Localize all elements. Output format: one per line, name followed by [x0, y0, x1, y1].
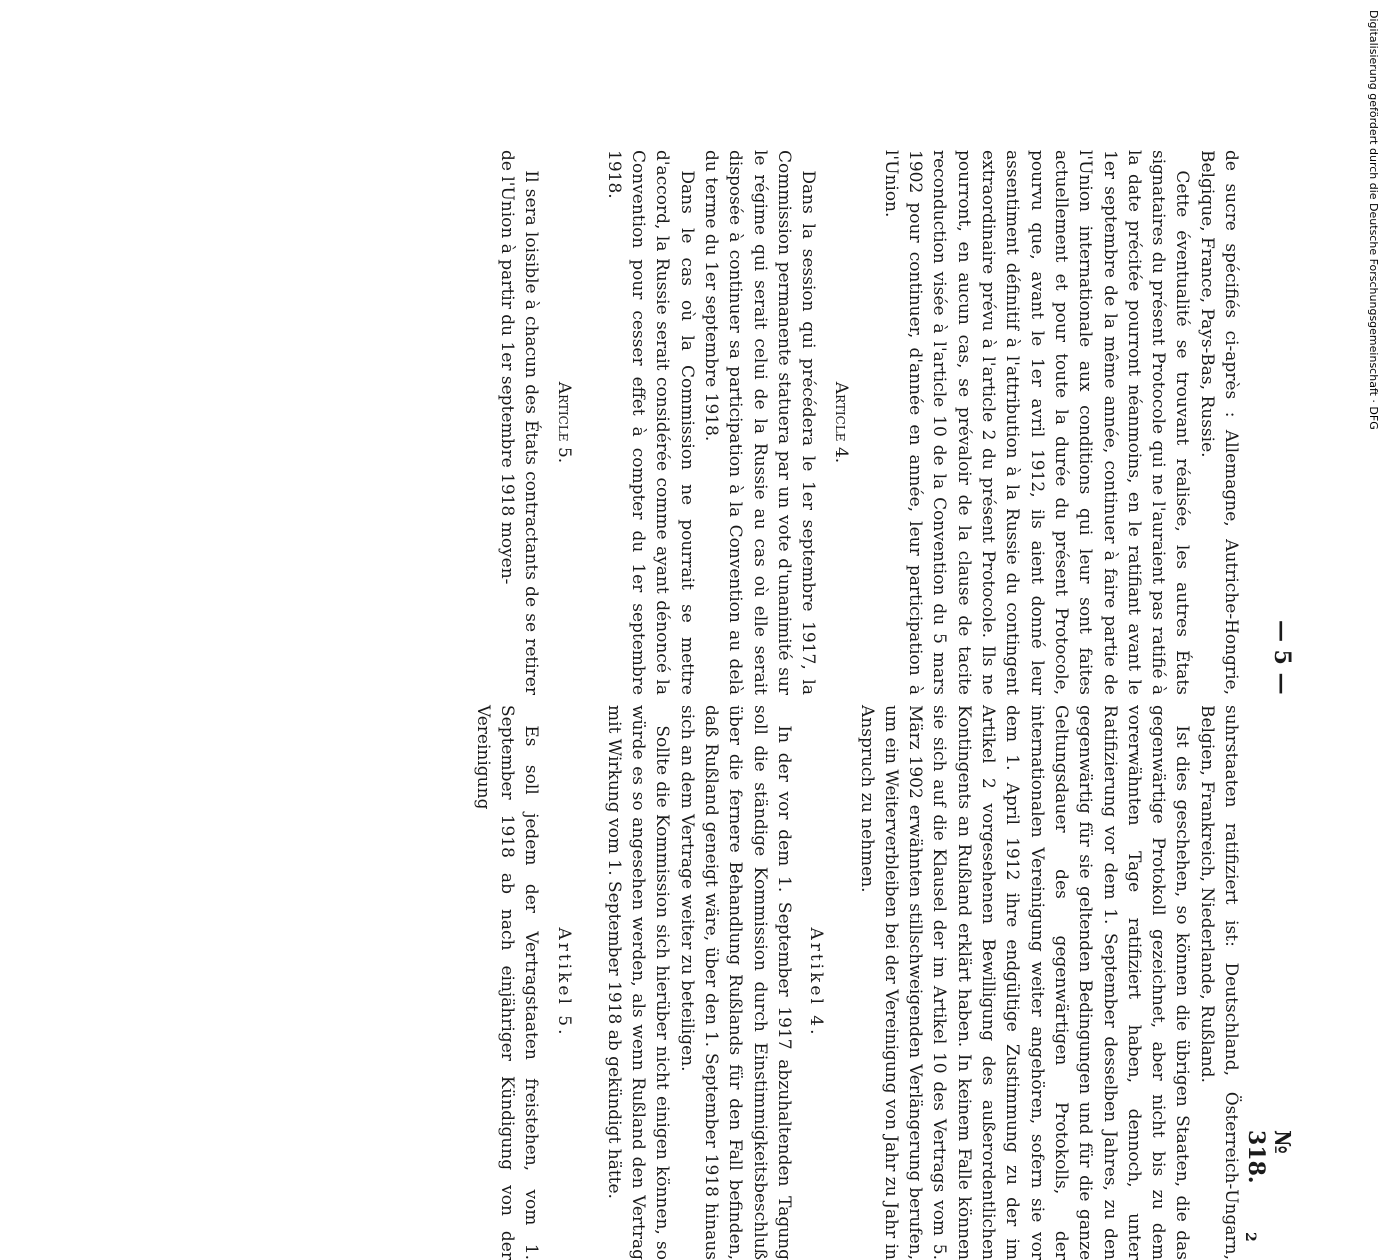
de-paragraph-2: Ist dies geschehen, so können die übrigen Staaten, die das gegenwärtige Protokoll gezeichnet, aber nicht bis zu dem vorerwähnten Tage ratifiziert haben, dennoch, unter Ratifizierung vor dem 1. September desselben Jahres, zu den gegenwärtig für sie geltenden Bedingungen und für die ganze Geltungsdauer des gegenwärtigen Protokolls, der internationalen Vereinigung weiter angehören, sofern sie vor dem 1. April 1912 ihre endgültige Zustimmung zu der im Artikel 2 vorgesehenen Bewilligung des außerordentlichen Kontingents an Rußland erklärt haben. In keinem Falle können sie sich auf die Klausel der im Artikel 10 des Vertrags vom 5. März 1902 erwähnten stillschweigenden Verlängerung berufen, um ein Weiterverbleiben bei der Vereinigung von Jahr zu Jahr in Anspruch zu nehmen. — [856, 705, 1193, 1260]
german-column — [470, 705, 1243, 1260]
de-article-4-paragraph-1: In der vor dem 1. September 1917 abzuhaltenden Tagung soll die ständige Kommission durch Einstimmigkeitsbeschluß über die fernere Behandlung Rußlands für den Fall befinden, daß Rußland geneigt wäre, über den 1. September 1918 hinaus sich an dem Vertrage weiter zu beteiligen. — [676, 705, 794, 1260]
signature-mark: 2 — [1242, 1232, 1258, 1242]
digitization-note-text: Digitalisierung gefördert durch die Deutsche Forschungsgemeinschaft · DFG — [1367, 10, 1380, 430]
fr-article-5-paragraph-1: Il sera loisible à chacun des États contractants de se retirer de l'Union à partir du 1er septembre 1918 moyen- — [496, 150, 542, 695]
fr-paragraph-2: Cette éventualité se trouvant réalisée, les autres États signataires du présent Protocole qui ne l'auraient pas ratifié à la date précitée pourront néanmoins, en le ratifiant avant le 1er septembre de la même année, continuer à faire partie de l'Union internationale aux conditions qui leur sont faites actuellement et pour toute la durée du présent Protocole, pourvu que, avant le 1er avril 1912, ils aient donné leur assentiment définitif à l'attribution à la Russie du contingent extraordinaire prévu à l'article 2 du présent Protocole. Ils ne pourront, en aucun cas, se prévaloir de la clause de tacite reconduction visée à l'article 10 de la Convention du 5 mars 1902 pour continuer, d'année en année, leur participation à l'Union. — [880, 150, 1193, 695]
de-article-4-title: Artikel 4. — [806, 927, 827, 1038]
de-article-4-paragraph-2: Sollte die Kommission sich hierüber nicht einigen können, so würde es so angesehen werden, als wenn Rußland den Vertrag mit Wirkung vom 1. September 1918 ab gekündigt hätte. — [603, 705, 673, 1260]
fr-article-5-title: Article 5. — [553, 381, 574, 464]
de-paragraph-1: suhrstaaten ratifiziert ist: Deutschland, Österreich-Ungarn, Belgien, Frankreich, Niederlande, Rußland. — [1196, 705, 1241, 1260]
digitization-note — [1366, 10, 1380, 770]
fr-article-4-paragraph-2: Dans le cas où la Commission ne pourrait se mettre d'accord, la Russie serait considérée comme ayant dénoncé la Convention pour cesser effet à compter du 1er septembre 1918. — [603, 150, 697, 695]
de-article-5-paragraph-1: Es soll jedem der Vertragstaaten freistehen, vom 1. September 1918 ab nach einjähriger Kündigung von der Vereinigung — [472, 705, 542, 1260]
page-number: — 5 — — [1269, 620, 1295, 695]
dash-right: — — [1269, 664, 1295, 695]
fr-paragraph-1: de sucre spécifiés ci-après : Allemagne, Autriche-Hongrie, Belgique, France, Pays-Bas, Russie. — [1196, 150, 1241, 695]
de-article-5-title: Artikel 5. — [553, 927, 574, 1038]
fr-article-4-paragraph-1: Dans la session qui précédera le 1er septembre 1917, la Commission permanente statuera par un vote d'unanimité sur le régime qui serait celui de la Russie au cas où elle serait disposée à continuer sa participation à la Convention au delà du terme du 1er septembre 1918. — [701, 150, 819, 695]
dash-left: — — [1269, 620, 1295, 650]
french-column — [495, 150, 1243, 695]
fr-article-4-title: Article 4. — [830, 381, 851, 464]
document-number: № 318. — [1243, 1130, 1295, 1184]
